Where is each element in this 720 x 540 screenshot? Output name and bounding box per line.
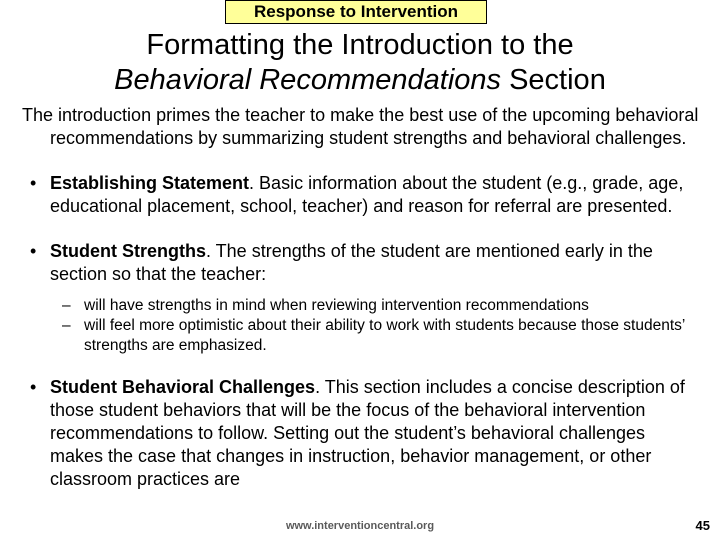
bullet-text: . This section includes a concise description of those student behaviors that will be the focus of the behavioral intervention recommendations to follow. Setting out the student’s behavioral challenges makes the case that changes in instruction, behavior management, or other classroom practices are xyxy=(50,377,685,489)
slide-body xyxy=(22,104,702,491)
sub-bullet-strengths-in-mind xyxy=(22,296,702,316)
bullet-term: Student Behavioral Challenges xyxy=(50,377,316,397)
bullet-text: . Basic information about the student (e.g., grade, age, educational placement, school, teacher) and reason for referral are presented. xyxy=(50,173,684,216)
dash-glyph: – xyxy=(62,317,71,334)
bullet-establishing-statement xyxy=(22,172,702,218)
bullet-text: . The strengths of the student are mentioned early in the section so that the teacher: xyxy=(50,241,653,284)
title-rest-part: Section xyxy=(501,64,606,96)
sub-bullet-text: will have strengths in mind when reviewing intervention recommendations xyxy=(84,297,589,314)
bullet-student-strengths xyxy=(22,240,702,286)
bullet-glyph: • xyxy=(30,173,37,193)
title-line-2 xyxy=(0,63,720,98)
slide-title xyxy=(0,28,720,98)
bullet-behavioral-challenges xyxy=(22,376,702,491)
bullet-glyph: • xyxy=(30,377,37,397)
sub-bullet-more-optimistic xyxy=(22,316,702,356)
bullet-glyph: • xyxy=(30,241,37,261)
dash-glyph: – xyxy=(62,297,71,314)
section-header-badge: Response to Intervention xyxy=(225,0,487,24)
page-number: 45 xyxy=(695,518,710,533)
bullet-term: Student Strengths xyxy=(50,241,206,261)
bullet-term: Establishing Statement xyxy=(50,173,250,193)
intro-paragraph: The introduction primes the teacher to make the best use of the upcoming behavioral recommendations by summarizing student strengths and behavioral challenges. xyxy=(22,105,699,148)
title-line-1: Formatting the Introduction to the xyxy=(146,29,574,61)
title-italic-part: Behavioral Recommendations xyxy=(114,64,502,96)
footer-url[interactable]: www.interventioncentral.org xyxy=(285,520,435,532)
sub-bullet-text: will feel more optimistic about their ability to work with students because those students’ strengths are emphasized. xyxy=(84,317,685,354)
